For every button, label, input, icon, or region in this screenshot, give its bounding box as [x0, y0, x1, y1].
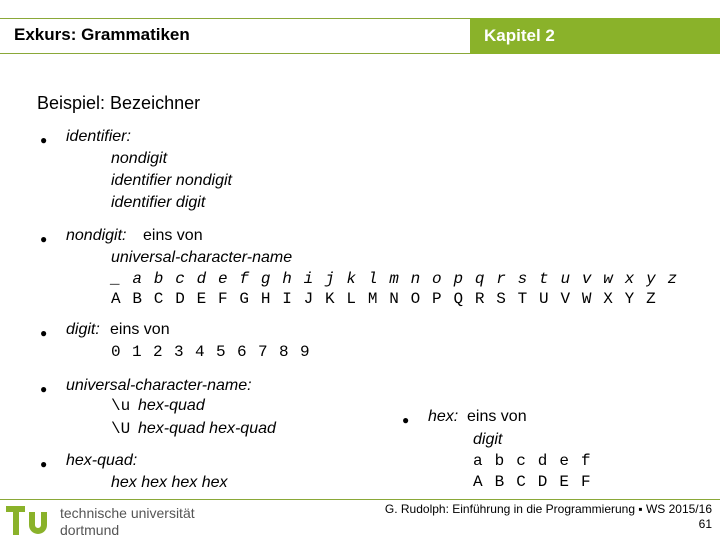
- hex-uppercase: A B C D E F: [473, 473, 592, 491]
- slide-title: Beispiel: Bezeichner: [37, 93, 201, 113]
- bullet-icon: ●: [40, 457, 48, 471]
- chapter-label: Kapitel 2: [484, 26, 555, 45]
- university-line1: technische universität: [60, 505, 195, 521]
- ucn-prefix-U: \U: [111, 420, 131, 438]
- rule-hexquad-alt1: hex hex hex hex: [111, 474, 228, 491]
- bullet-icon: ●: [40, 133, 48, 147]
- university-name: [60, 505, 195, 539]
- hex-lowercase: a b c d e f: [473, 452, 592, 470]
- bullet-icon: ●: [40, 232, 48, 246]
- bullet-icon: ●: [402, 413, 410, 427]
- university-line2: dortmund: [60, 522, 120, 538]
- header-bar: [0, 18, 470, 54]
- ucn-prefix-u: \u: [111, 397, 131, 415]
- rule-identifier-head: identifier:: [66, 128, 131, 145]
- rule-hex-head: hex:: [428, 408, 459, 425]
- rule-digit-head: digit:: [66, 321, 100, 338]
- tu-logo-icon: [4, 503, 56, 537]
- bullet-icon: ●: [40, 326, 48, 340]
- footer-credit-block: [385, 502, 712, 532]
- footer-divider: [0, 499, 720, 500]
- rule-ucn-alt2: hex-quad hex-quad: [138, 420, 276, 437]
- rule-ucn-alt1: hex-quad: [138, 397, 205, 414]
- bullet-icon: ●: [40, 382, 48, 396]
- rule-nondigit-head: nondigit:: [66, 227, 127, 244]
- rule-ucn-head: universal-character-name:: [66, 377, 252, 394]
- rule-nondigit-eins-von: eins von: [143, 227, 203, 244]
- rule-identifier-alt2: identifier nondigit: [111, 172, 232, 189]
- page-number: 61: [698, 517, 712, 531]
- rule-identifier-alt1: nondigit: [111, 150, 168, 167]
- rule-hex-eins-von: eins von: [467, 408, 527, 425]
- nondigit-uppercase: A B C D E F G H I J K L M N O P Q R S T U V W X Y Z: [111, 290, 657, 308]
- chapter-bar: [470, 18, 720, 54]
- rule-identifier-alt3: identifier digit: [111, 194, 206, 211]
- rule-hex-alt1: digit: [473, 431, 503, 448]
- nondigit-lowercase: _ a b c d e f g h i j k l m n o p q r s t u v w x y z: [111, 270, 679, 288]
- footer-credit: G. Rudolph: Einführung in die Programmierung ▪ WS 2015/16: [384, 502, 712, 516]
- rule-digit-eins-von: eins von: [110, 321, 170, 338]
- header-title: Exkurs: Grammatiken: [14, 25, 190, 44]
- digit-values: 0 1 2 3 4 5 6 7 8 9: [111, 343, 311, 361]
- rule-nondigit-alt1: universal-character-name: [111, 249, 293, 266]
- rule-hexquad-head: hex-quad:: [66, 452, 138, 469]
